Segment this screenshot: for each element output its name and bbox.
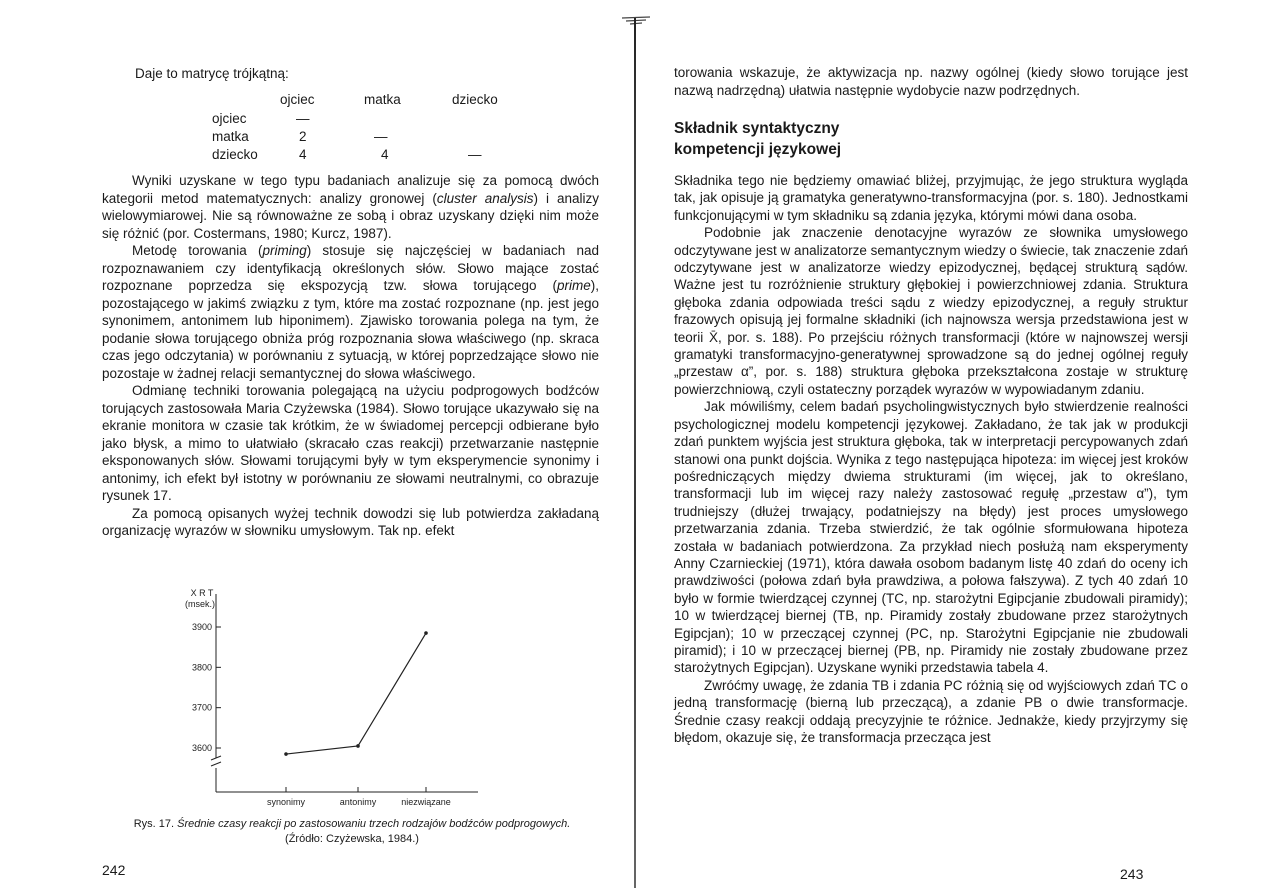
figure-17-chart	[160, 586, 490, 814]
y-tick-label: 3900	[191, 622, 212, 632]
paragraph: Jak mówiliśmy, celem badań psycholingwistycznych było stwierdzenie realności psychologicznej modelu kompetencji językowej. Zakładano, że tak jak w produkcji zdań punktem wyjścia jest struktura głęboka, tak w interpretacji percypowanych zdań stanowi ona punkt dojścia. Wynika z tego następująca hipoteza: im więcej jest kroków pośredniczących między dwiema strukturami (im więcej, jak to określano, transformacji lub im więcej razy należy zastosować regułę „przestaw α”), tym trudniejszy (dłużej trwający, podatniejszy na błędy) jest proces umysłowego przetwarzania zdania. Trzeba stwierdzić, że tak ogólnie sformułowana hipoteza została w badaniach potwierdzona. Za przykład niech posłużą nam eksperymenty Anny Czarnieckiej (1971), która dawała osobom badanym listę 40 zdań do oceny ich prawdziwości (połowa zdań była prawdziwa, a połowa fałszywa). Z tych 40 zdań 10 było w formie twierdzącej czynnej (TC, np. starożytni Egipcjanie zbudowali piramidy); 10 w twierdzącej biernej (TB, np. Piramidy zostały zbudowane przez starożytnych Egipcjan); 10 w przeczącej czynnej (PC, np. Starożytni Egipcjanie nie zbudowali piramid); i 10 w przeczącej biernej (PB, np. Piramidy nie zostały zbudowane przez starożytnych Egipcjan). Uzyskane wyniki przedstawia tabela 4.	[674, 399, 1188, 676]
matrix-col-header: matka	[364, 92, 401, 107]
data-point	[424, 631, 428, 635]
matrix-cell: —	[468, 147, 482, 162]
matrix-col-header: dziecko	[452, 92, 498, 107]
section-heading: Składnik syntaktyczny kompetencji językowej	[674, 120, 842, 158]
y-tick-label: 3800	[191, 662, 212, 673]
right-page	[632, 0, 1262, 894]
continued-paragraph: torowania wskazuje, że aktywizacja np. nazwy ogólnej (kiedy słowo torujące jest nazwą nadrzędną) ułatwia następnie wydobycie nazw podrzędnych.	[674, 65, 1188, 98]
matrix-cell: 4	[299, 147, 307, 162]
page-number: 243	[1120, 866, 1144, 882]
left-body-text	[102, 172, 599, 540]
matrix-row-label: dziecko	[212, 147, 258, 162]
matrix-row-label: matka	[212, 129, 249, 144]
page-number: 242	[102, 862, 126, 878]
triangular-matrix	[0, 92, 631, 162]
matrix-col-header: ojciec	[280, 92, 315, 107]
matrix-intro: Daje to matrycę trójkątną:	[135, 66, 289, 81]
caption-title: Średnie czasy reakcji po zastosowaniu trzech rodzajów bodźców podprogowych.	[177, 818, 571, 830]
data-point	[284, 752, 288, 756]
y-tick-label: 3600	[191, 743, 212, 753]
paragraph: Wyniki uzyskane w tego typu badaniach analizuje się za pomocą dwóch kategorii metod matematycznych: analizy gronowej (cluster analysis) i analizy wielowymiarowej. Nie są równoważne ze sobą i obraz uzyskany dzięki nim może się różnić (por. Costermans, 1980; Kurcz, 1987).	[102, 173, 599, 241]
series-line	[286, 633, 426, 754]
y-tick-label: 3700	[191, 702, 212, 713]
caption-source: (Źródło: Czyżewska, 1984.)	[285, 833, 419, 845]
matrix-cell: 4	[381, 147, 389, 162]
data-point	[356, 744, 360, 748]
matrix-cell: 2	[299, 129, 307, 144]
caption-prefix: Rys. 17.	[133, 818, 175, 830]
y-axis-unit: (msek.)	[185, 599, 215, 609]
right-body-text	[674, 172, 1188, 746]
axis-break-mark	[211, 762, 221, 766]
figure-caption	[102, 817, 602, 847]
matrix-cell: —	[296, 111, 310, 126]
x-tick-label: niezwiązane	[401, 797, 451, 807]
x-tick-label: antonimy	[339, 797, 377, 807]
paragraph: Metodę torowania (priming) stosuje się najczęściej w badaniach nad rozpoznawaniem czy identyfikacją określonych słów. Słowo mające zostać rozpoznane poprzedza się ekspozycją tzw. słowa torującego (prime), pozostającego w jakimś związku z tym, które ma zostać rozpoznane (np. jest jego synonimem, antonimem lub hiponimem). Zjawisko torowania polega na tym, że podanie słowa torującego obniża próg rozpoznania słowa właściwego (np. skraca czas jego odczytania) w porównaniu z sytuacją, w której poprzedzające słowo nie pozostaje w żadnej relacji semantycznej do słowa właściwego.	[102, 243, 600, 381]
paragraph: Za pomocą opisanych wyżej technik dowodzi się lub potwierdza zakładaną organizację wyrazów w słowniku umysłowym. Tak np. efekt	[102, 505, 599, 538]
line-chart	[160, 586, 490, 814]
paragraph: Odmianę techniki torowania polegającą na użyciu podprogowych bodźców torujących zastosowała Maria Czyżewska (1984). Słowo torujące ukazywało się na ekranie monitora w czasie tak krótkim, że w świadomej percepcji odbierane było jako błysk, a mimo to ułatwiało (skracało czas reakcji) przetwarzanie następnie eksponowanych słów. Słowami torującymi były w tym eksperymencie synonimy i antonimy, ich efekt był istotny w porównaniu ze słowami neutralnymi, co obrazuje rysunek 17.	[102, 383, 599, 503]
matrix-cell: —	[374, 129, 388, 144]
paragraph: Składnika tego nie będziemy omawiać bliżej, przyjmując, że jego struktura wygląda tak, jak opisuje ją gramatyka generatywno-transformacyjna (por. s. 180). Jednostkami funkcjonującymi w tym składniku są zdania języka, którymi mówi dana osoba.	[674, 173, 1188, 223]
paragraph: Zwróćmy uwagę, że zdania TB i zdania PC różnią się od wyjściowych zdań TC o jedną transformację (bierną lub przeczącą), a zdanie PB o dwie transformacje. Średnie czasy reakcji oddają precyzyjnie te różnice. Jednakże, kiedy przyjrzymy się błędom, okazuje się, że transformacja przecząca jest	[674, 677, 1188, 745]
x-tick-label: synonimy	[266, 797, 306, 807]
paragraph: Podobnie jak znaczenie denotacyjne wyrazów ze słownika umysłowego odczytywane jest w analizatorze semantycznym wiedzy o świecie, tak znaczenie zdań odczytywane jest w analizatorze wiedzy epizodycznej, będącej strukturą sądów. Ważne jest tu rozróżnienie struktury głębokiej i powierzchniowej zdania. Struktura głęboka zdania odpowiada treści sądu z wiedzy epizodycznej, a reguły struktur frazowych opisują jej formalne składniki (ich najnowsza wersja przedstawiona jest w teorii X̄, por. s. 188). Po przejściu różnych transformacji (które w najnowszej wersji gramatyki transformacyjno-generatywnej sprowadzone są do jednej ogólnej reguły „przestaw α”, por. s. 188) struktura głęboka przekształcona zostaje w strukturę powierzchniową, czyli ostateczny porządek wyrazów w wypowiadanym zdaniu.	[674, 225, 1188, 397]
matrix-row-label: ojciec	[212, 111, 247, 126]
y-axis-label: X R T	[190, 588, 214, 598]
